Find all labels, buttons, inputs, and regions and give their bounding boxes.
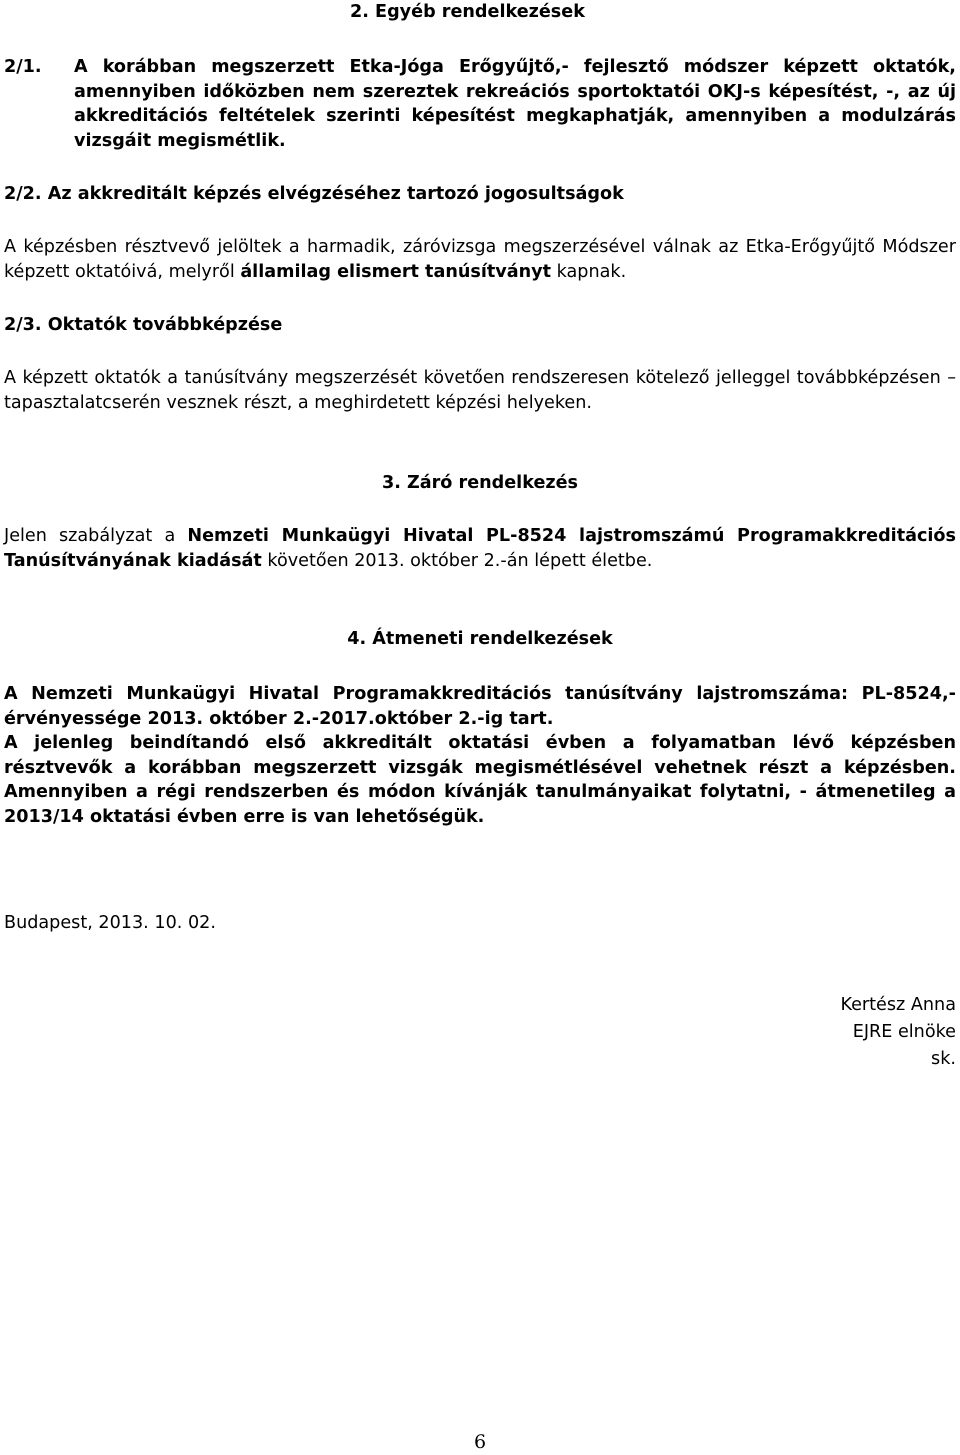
paragraph-4-1: A Nemzeti Munkaügyi Hivatal Programakkreditációs tanúsítvány lajstromszáma: PL-8524,- érvényessége 2013. október 2.-2017.október 2.-ig tart. (4, 684, 956, 729)
text-run: Jelen szabályzat a (4, 526, 188, 546)
section-title-egyeb-rendelkezesek: 2. Egyéb rendelkezések (350, 2, 585, 22)
paragraph-3 (4, 524, 956, 573)
signer-name: Kertész Anna (840, 995, 956, 1015)
text-run: A képzésben résztvevő jelöltek a harmadik, záróvizsga megszerzésével válnak az Etka-Erőgyűjtő Módszer képzett oktatóivá, melyről (4, 237, 956, 282)
paragraph-2-1 (4, 55, 956, 153)
signature-block (4, 992, 956, 1073)
section-title-atmeneti-rendelkezesek: 4. Átmeneti rendelkezések (347, 629, 613, 649)
paragraph-4-2: A jelenleg beindítandó első akkreditált oktatási évben a folyamatban lévő képzésben résztvevők a korábban megszerzett vizsgák megismétlésével vehetnek részt a képzésben. Amennyiben a régi rendszerben és módon kívánják tanulmányaikat folytatni, - átmenetileg a 2013/14 oktatási évben erre is van lehetőségük. (4, 733, 956, 827)
section-title-zaro-rendelkezes: 3. Záró rendelkezés (381, 473, 579, 493)
heading-2-2: 2/2. Az akkreditált képzés elvégzéséhez tartozó jogosultságok (4, 184, 624, 204)
text-run-bold: Nemzeti Munkaügyi Hivatal PL-8524 lajstromszámú Programakkreditációs Tanúsítványának kiadását (4, 526, 956, 571)
text-run: követően 2013. október 2.-án lépett életbe. (261, 550, 653, 571)
place-and-date: Budapest, 2013. 10. 02. (4, 913, 216, 933)
signer-note: sk. (931, 1049, 956, 1069)
text-run: kapnak. (551, 261, 627, 282)
paragraph-2-2 (4, 235, 956, 284)
paragraph-2-3: A képzett oktatók a tanúsítvány megszerzését követően rendszeresen kötelező jelleggel továbbképzésen – tapasztalatcserén vesznek részt, a meghirdetett képzési helyeken. (4, 368, 956, 413)
paragraph-text: A korábban megszerzett Etka-Jóga Erőgyűjtő,- fejlesztő módszer képzett oktatók, amennyiben időközben nem szereztek rekreációs sportoktatói OKJ-s képesítést, -, az új akkreditációs feltételek szerinti képesítést megkaphatják, amennyiben a modulzárás vizsgáit megismétlik. (74, 57, 956, 151)
signer-title: EJRE elnöke (852, 1022, 956, 1042)
page-number: 6 (473, 1431, 487, 1453)
text-run-bold: államilag elismert tanúsítványt (240, 261, 552, 282)
heading-2-3: 2/3. Oktatók továbbképzése (4, 315, 283, 335)
paragraph-number: 2/1. (4, 57, 42, 77)
